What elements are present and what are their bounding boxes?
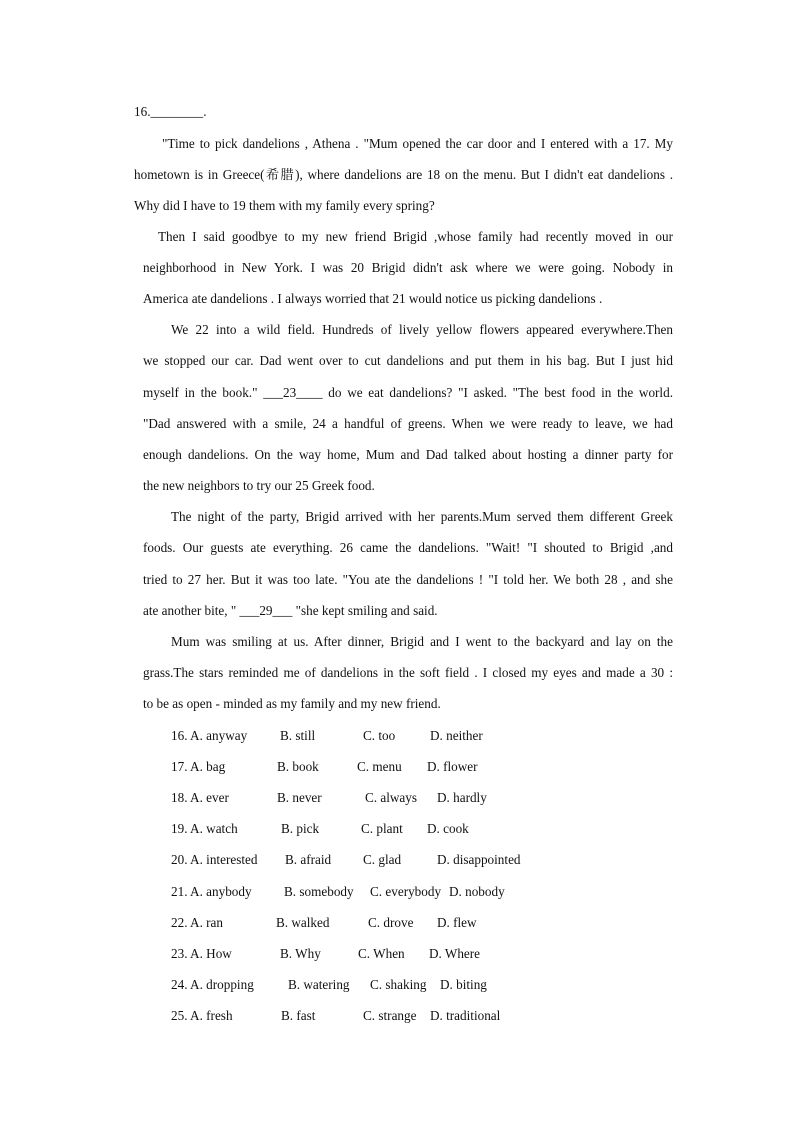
passage-line: We 22 into a wild field. Hundreds of lively yellow flowers appeared everywhere.Then: [171, 322, 673, 337]
option-b: B. walked: [276, 915, 330, 930]
passage-line: enough dandelions. On the way home, Mum and Dad talked about hosting a dinner party for: [143, 447, 673, 462]
passage-line: "Time to pick dandelions , Athena . "Mum opened the car door and I entered with a 17. My: [162, 136, 673, 151]
option-d: D. disappointed: [437, 852, 521, 867]
passage-line: hometown is in Greece(希腊), where dandelions are 18 on the menu. But I didn't eat dandelions .: [134, 167, 673, 182]
option-d: D. nobody: [449, 884, 505, 899]
option-c: C. When: [358, 946, 405, 961]
passage-line: myself in the book." ___23____ do we eat dandelions? "I asked. "The best food in the world.: [143, 385, 673, 400]
option-b: B. book: [277, 759, 319, 774]
option-b: B. pick: [281, 821, 320, 836]
option-b: B. never: [277, 790, 322, 805]
option-a: 16. A. anyway: [171, 728, 248, 743]
option-d: D. flower: [427, 759, 478, 774]
passage-line: Then I said goodbye to my new friend Brigid ,whose family had recently moved in our: [158, 229, 673, 244]
option-d: D. biting: [440, 977, 487, 992]
option-d: D. hardly: [437, 790, 487, 805]
option-a: 18. A. ever: [171, 790, 229, 805]
option-c: C. glad: [363, 852, 402, 867]
option-d: D. traditional: [430, 1008, 501, 1023]
option-d: D. cook: [427, 821, 469, 836]
passage-line: "Dad answered with a smile, 24 a handful of greens. When we were ready to leave, we had: [143, 416, 673, 431]
option-a: 17. A. bag: [171, 759, 226, 774]
option-c: C. menu: [357, 759, 402, 774]
option-b: B. Why: [280, 946, 321, 961]
passage-line: Why did I have to 19 them with my family every spring?: [134, 198, 435, 213]
passage-line: the new neighbors to try our 25 Greek food.: [143, 478, 375, 493]
option-c: C. everybody: [370, 884, 442, 899]
option-b: B. still: [280, 728, 316, 743]
option-b: B. watering: [288, 977, 350, 992]
option-c: C. strange: [363, 1008, 417, 1023]
option-d: D. flew: [437, 915, 477, 930]
option-c: C. plant: [361, 821, 403, 836]
question-16-blank: 16.________.: [134, 104, 207, 119]
option-c: C. always: [365, 790, 418, 805]
option-a: 22. A. ran: [171, 915, 224, 930]
option-a: 19. A. watch: [171, 821, 238, 836]
option-c: C. too: [363, 728, 396, 743]
option-c: C. drove: [368, 915, 414, 930]
passage-line: to be as open - minded as my family and my new friend.: [143, 696, 441, 711]
passage-line: ate another bite, " ___29___ "she kept smiling and said.: [143, 603, 438, 618]
option-b: B. somebody: [284, 884, 354, 899]
passage-line: foods. Our guests ate everything. 26 came the dandelions. "Wait! "I shouted to Brigid ,and: [143, 540, 673, 555]
option-d: D. Where: [429, 946, 481, 961]
passage-line: Mum was smiling at us. After dinner, Brigid and I went to the backyard and lay on the: [171, 634, 673, 649]
option-a: 21. A. anybody: [171, 884, 252, 899]
option-a: 24. A. dropping: [171, 977, 254, 992]
option-b: B. fast: [281, 1008, 316, 1023]
option-a: 20. A. interested: [171, 852, 258, 867]
passage-line: grass.The stars reminded me of dandelions in the soft field . I closed my eyes and made a 30 :: [143, 665, 673, 680]
passage-line: The night of the party, Brigid arrived with her parents.Mum served them different Greek: [171, 509, 673, 524]
passage-line: we stopped our car. Dad went over to cut dandelions and put them in his bag. But I just hid: [143, 353, 673, 368]
passage-line: America ate dandelions . I always worried that 21 would notice us picking dandelions .: [143, 291, 603, 306]
option-d: D. neither: [430, 728, 483, 743]
passage-line: neighborhood in New York. I was 20 Brigid didn't ask where we were going. Nobody in: [143, 260, 673, 275]
option-a: 25. A. fresh: [171, 1008, 233, 1023]
option-b: B. afraid: [285, 852, 332, 867]
option-c: C. shaking: [370, 977, 427, 992]
passage-line: tried to 27 her. But it was too late. "You ate the dandelions ! "I told her. We both 28 , and she: [143, 572, 673, 587]
option-a: 23. A. How: [171, 946, 232, 961]
